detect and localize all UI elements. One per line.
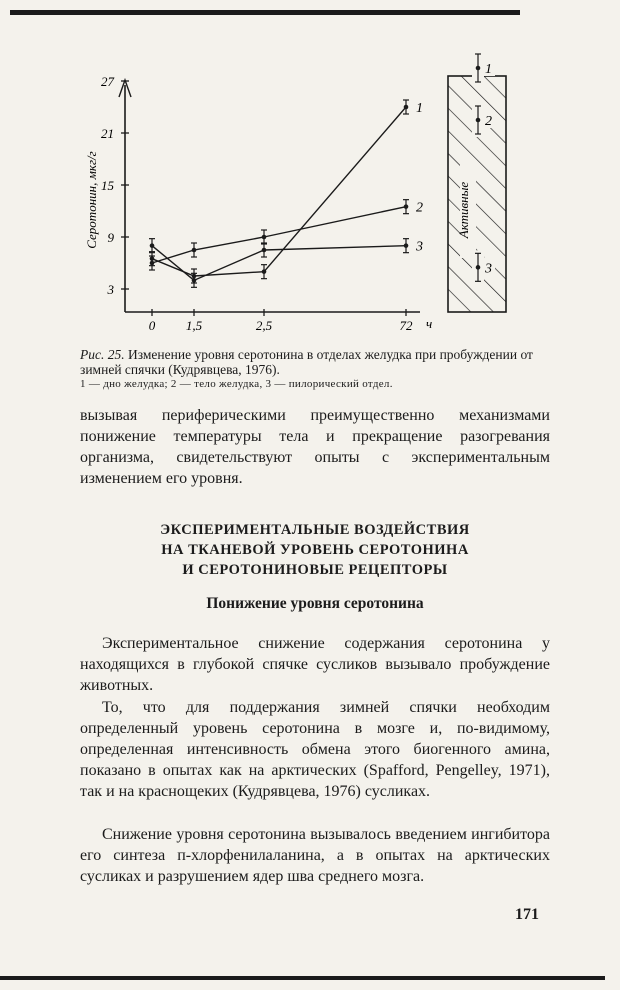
active-3-label: 3	[485, 261, 492, 277]
series-2-point	[404, 204, 409, 209]
x-tick-label: 0	[148, 318, 156, 333]
y-axis-label: Серотонин, мкг/г	[84, 151, 99, 249]
paragraph-1: Экспериментальное снижение содержания серотонина у находящихся в глубокой спячке сусликов вызывало пробуждение животных.	[80, 635, 550, 694]
series-1-point	[404, 105, 409, 110]
paragraph-2: То, что для поддержания зимней спячки необходим определенный уровень серотонина в мозге и, по-видимому, определенная интенсивность обмена этого биогенного амина, показано в опытах как на арктических (Spafford, Pengelley, 1971), так и на краснощеких (Кудрявцева, 1976) сусликах.	[80, 699, 550, 800]
active-1-point	[476, 66, 481, 71]
series-3-point	[192, 278, 197, 283]
figure-caption	[80, 347, 550, 392]
series-2-point	[150, 261, 155, 266]
y-tick-label: 27	[101, 74, 114, 89]
x-tick-label: 2,5	[255, 318, 273, 333]
y-tick-label: 21	[101, 126, 114, 141]
active-2-point	[476, 118, 481, 123]
section-heading-line-1: ЭКСПЕРИМЕНТАЛЬНЫЕ ВОЗДЕЙСТВИЯ	[160, 522, 470, 538]
x-tick-label: 1,5	[185, 318, 203, 333]
section-heading	[80, 520, 550, 580]
series-2-point	[262, 235, 267, 240]
page-number: 171	[515, 906, 539, 923]
bottom-rule	[0, 976, 605, 980]
subsection-heading: Понижение уровня серотонина	[206, 595, 424, 612]
series-3-point	[404, 243, 409, 248]
active-2-label: 2	[485, 114, 492, 129]
series-2-label: 2	[416, 200, 423, 216]
active-1-label: 1	[485, 62, 492, 77]
caption-prefix: Рис. 25.	[80, 347, 125, 362]
active-panel-label: Активные	[456, 181, 471, 239]
y-tick-label: 3	[107, 282, 114, 297]
series-3-point	[150, 243, 155, 248]
series-3-label: 3	[416, 239, 423, 255]
active-3-point	[476, 265, 481, 270]
paragraph-intro: вызывая периферическими преимущественно механизмами понижение температуры тела и прекращение разогревания организма, свидетельствуют опыты с экспериментальным изменением его уровня.	[80, 407, 550, 487]
section-heading-line-3: И СЕРОТОНИНОВЫЕ РЕЦЕПТОРЫ	[182, 562, 448, 578]
caption-text: Изменение уровня серотонина в отделах желудка при пробуждении от зимней спячки (Кудрявцева, 1976).	[80, 347, 533, 377]
x-axis-unit: ч	[426, 316, 433, 331]
series-3-point	[262, 248, 267, 253]
paragraph-3: Снижение уровня серотонина вызывалось введением ингибитора его синтеза п-хлорфенилаланина, а в опытах на арктических сусликах и разрушением ядер шва среднего мозга.	[80, 826, 550, 885]
caption-legend: 1 — дно желудка; 2 — тело желудка, 3 — пилорический отдел.	[80, 378, 393, 390]
x-tick-label: 72	[399, 318, 413, 333]
series-2-point	[192, 248, 197, 253]
y-tick-label: 15	[101, 178, 114, 193]
series-1-label: 1	[416, 101, 423, 116]
figure-chart	[0, 0, 620, 345]
section-heading-line-2: НА ТКАНЕВОЙ УРОВЕНЬ СЕРОТОНИНА	[161, 542, 469, 558]
y-tick-label: 9	[107, 230, 114, 245]
series-1-point	[262, 269, 267, 274]
